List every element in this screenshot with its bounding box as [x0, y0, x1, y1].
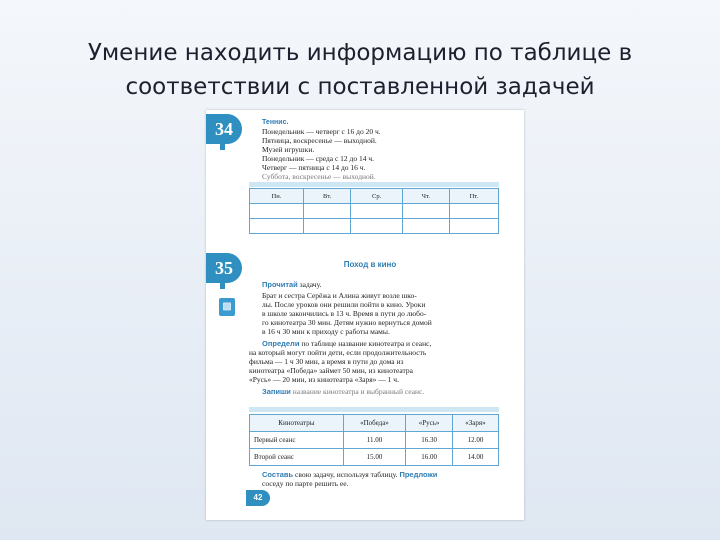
cinema-header-cinemas: Кинотеатры [250, 415, 344, 432]
schedule-header-tue: Вт. [303, 189, 351, 204]
cinema-header-rus: «Русь» [406, 415, 453, 432]
cinema-header-row [250, 415, 499, 432]
schedule-table-band [249, 182, 499, 187]
task-35-text-1: Брат и сестра Серёжа и Алина живут возле шко- [262, 291, 417, 300]
task-35-text-3: в школе закончились в 13 ч. Время в пути до любо- [262, 309, 427, 318]
task-35-number [206, 253, 242, 283]
task-35-title: Поход в кино [343, 260, 397, 269]
compose-rest: свою задачу, используя таблицу. [295, 470, 398, 479]
slide-title-line-1: Умение находить информацию по таблице в [87, 40, 633, 66]
slide-title [40, 36, 680, 104]
determine-line-1 [262, 339, 431, 348]
cell-rus-first: 16.30 [406, 432, 453, 449]
task-35-text-2: лы. После уроков они решили пойти в кино. Уроки [262, 300, 426, 309]
cinema-header-zarya: «Заря» [452, 415, 498, 432]
task-34-number [206, 114, 242, 144]
schedule-header-row [250, 189, 499, 204]
task-35-text-4: го кинотеатра 30 мин. Детям нужно вернуться домой [262, 318, 432, 327]
row-label-first-session: Первый сеанс [250, 432, 344, 449]
cinema-table-band [249, 407, 499, 412]
schedule-header-mon: Пн. [250, 189, 304, 204]
task-34-number-text: 34 [215, 118, 233, 139]
write-rest: название кинотеатра и выбранный сеанс. [292, 387, 425, 396]
determine-line-5: «Русь» — 20 мин, из кинотеатра «Заря» — 1 ч. [249, 375, 399, 384]
cell-pobeda-first: 11.00 [343, 432, 406, 449]
compose-line-1 [262, 470, 437, 479]
cell-rus-second: 16.00 [406, 449, 453, 466]
task-35-text-5: в 16 ч 30 мин к приходу с работы мамы. [262, 327, 390, 336]
task-34-line-1: Понедельник — четверг с 16 до 20 ч. [262, 127, 381, 136]
film-icon: ▩ [219, 298, 235, 316]
propose-word: Предложи [399, 470, 438, 479]
compose-prefix: Составь [262, 470, 294, 479]
determine-line-4: кинотеатра «Победа» займет 50 мин, из кинотеатра [249, 366, 413, 375]
schedule-row [250, 219, 499, 234]
table-row [250, 449, 499, 466]
page-number: 42 [246, 490, 270, 506]
textbook-page [206, 110, 524, 520]
schedule-row [250, 204, 499, 219]
task-34-line-5: Четверг — пятница с 14 до 16 ч. [262, 163, 366, 172]
cinema-table [249, 414, 499, 466]
read-rest: задачу. [299, 280, 322, 289]
determine-prefix: Определи [262, 339, 300, 348]
schedule-header-thu: Чт. [402, 189, 449, 204]
read-task-line [262, 280, 321, 289]
row-label-second-session: Второй сеанс [250, 449, 344, 466]
cell-pobeda-second: 15.00 [343, 449, 406, 466]
schedule-header-fri: Пт. [449, 189, 498, 204]
table-row [250, 432, 499, 449]
compose-line-2: соседу по парте решить ее. [262, 479, 349, 488]
determine-rest: по таблице название кинотеатра и сеанс, [301, 339, 432, 348]
schedule-header-wed: Ср. [351, 189, 402, 204]
task-34-heading: Теннис. [262, 119, 289, 126]
cell-zarya-second: 14.00 [452, 449, 498, 466]
slide-title-line-2: соответствии с поставленной задачей [125, 74, 595, 100]
write-line [262, 387, 424, 396]
task-34-line-4: Понедельник — среда с 12 до 14 ч. [262, 154, 375, 163]
read-prefix: Прочитай [262, 280, 298, 289]
determine-line-2: на который могут пойти дети, если продолжительность [249, 348, 427, 357]
task-34-line-3: Музей игрушки. [262, 145, 315, 154]
write-prefix: Запиши [262, 387, 291, 396]
cell-zarya-first: 12.00 [452, 432, 498, 449]
cinema-header-pobeda: «Победа» [343, 415, 406, 432]
task-34-line-2: Пятница, воскресенье — выходной. [262, 136, 377, 145]
determine-line-3: фильма — 1 ч 30 мин, а время в пути до дома из [249, 357, 404, 366]
task-34-line-6: Суббота, воскресенье — выходной. [262, 172, 376, 181]
schedule-table [249, 188, 499, 234]
task-35-number-text: 35 [215, 257, 233, 278]
